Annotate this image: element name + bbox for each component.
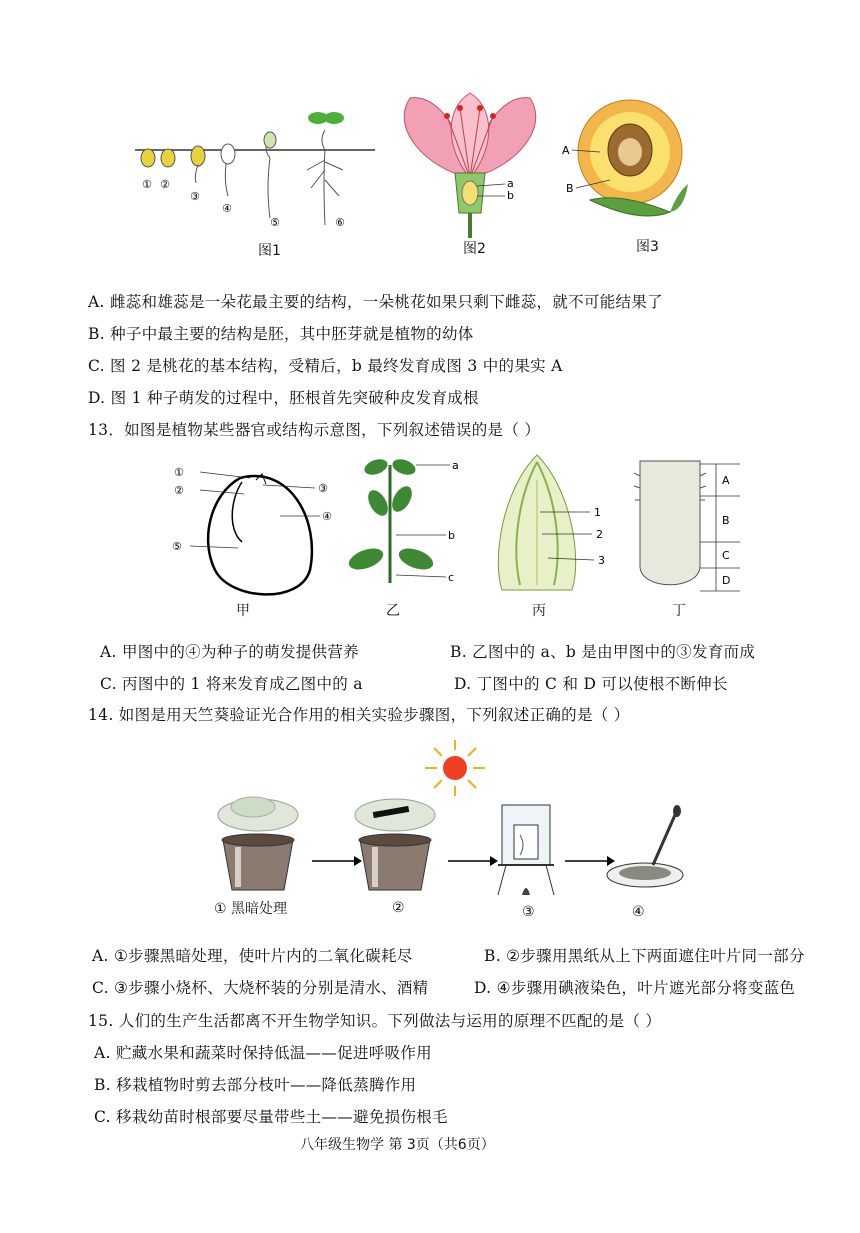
fig1-label-6: ⑥ <box>335 216 345 229</box>
q13-option-c: C. 丙图中的 1 将来发育成乙图中的 a <box>100 675 363 693</box>
step4-label: ④ <box>632 904 645 920</box>
jia-label-2: ② <box>174 484 184 497</box>
ding-label-B: B <box>722 514 730 527</box>
figure-jia-seed <box>160 460 360 610</box>
q12-option-d: D. 图 1 种子萌发的过程中，胚根首先突破种皮发育成根 <box>88 389 479 407</box>
page-footer: 八年级生物学 第 3页（共6页） <box>300 1137 495 1153</box>
q12-option-b: B. 种子中最主要的结构是胚，其中胚芽就是植物的幼体 <box>88 325 474 343</box>
sun-icon <box>420 738 490 798</box>
q13-option-d: D. 丁图中的 C 和 D 可以使根不断伸长 <box>454 675 728 693</box>
step2-pot <box>345 795 455 895</box>
jia-label-3: ③ <box>318 482 328 495</box>
step4-dish <box>605 805 695 895</box>
step2-label: ② <box>392 900 405 916</box>
q13-option-b: B. 乙图中的 a、b 是由甲图中的③发育而成 <box>450 643 756 661</box>
q14-option-c: C. ③步骤小烧杯、大烧杯装的分别是清水、酒精 <box>92 979 429 997</box>
fig1-label-3: ③ <box>190 190 200 203</box>
q12-option-a: A. 雌蕊和雄蕊是一朵花最主要的结构，一朵桃花如果只剩下雌蕊，就不可能结果了 <box>88 293 663 311</box>
fig3-label-B: B <box>566 182 574 195</box>
ding-label-D: D <box>722 574 731 587</box>
figure-3-peach <box>560 92 700 232</box>
figure-3-caption: 图3 <box>636 239 659 255</box>
figure-1-caption: 图1 <box>258 243 281 259</box>
q13-stem: 13．如图是植物某些器官或结构示意图，下列叙述错误的是（ ） <box>88 421 541 439</box>
q15-option-b: B. 移栽植物时剪去部分枝叶——降低蒸腾作用 <box>94 1076 417 1094</box>
bing-caption: 丙 <box>532 603 546 619</box>
bing-label-2: 2 <box>596 528 603 541</box>
jia-label-5: ⑤ <box>172 540 182 553</box>
fig2-label-a: a <box>507 177 514 190</box>
step3-label: ③ <box>522 904 535 920</box>
bing-label-1: 1 <box>594 506 601 519</box>
q14-option-d: D. ④步骤用碘液染色，叶片遮光部分将变蓝色 <box>474 979 796 997</box>
yi-label-a: a <box>452 459 459 472</box>
q12-option-c: C. 图 2 是桃花的基本结构，受精后，b 最终发育成图 3 中的果实 A <box>88 357 563 375</box>
ding-label-C: C <box>722 549 730 562</box>
fig1-label-1: ① <box>142 178 152 191</box>
fig2-label-b: b <box>507 189 514 202</box>
q15-option-a: A. 贮藏水果和蔬菜时保持低温——促进呼吸作用 <box>94 1044 432 1062</box>
ding-caption: 丁 <box>672 603 686 619</box>
bing-label-3: 3 <box>598 554 605 567</box>
fig3-label-A: A <box>562 144 570 157</box>
yi-label-b: b <box>448 529 455 542</box>
step3-beakers <box>492 795 562 905</box>
jia-label-1: ① <box>174 466 184 479</box>
figure-1-germination <box>130 100 390 240</box>
jia-label-4: ④ <box>322 510 332 523</box>
step1-pot <box>208 795 318 895</box>
jia-caption: 甲 <box>236 603 250 619</box>
figure-2-caption: 图2 <box>463 241 486 257</box>
q15-stem: 15. 人们的生产生活都离不开生物学知识。下列做法与运用的原理不匹配的是（ ） <box>88 1012 662 1030</box>
q14-option-a: A. ①步骤黑暗处理，使叶片内的二氧化碳耗尽 <box>92 947 413 965</box>
q13-option-a: A. 甲图中的④为种子的萌发提供营养 <box>100 643 359 661</box>
yi-label-c: c <box>448 571 455 584</box>
fig1-label-5: ⑤ <box>270 216 280 229</box>
figure-2-flower <box>385 88 555 238</box>
ding-label-A: A <box>722 474 730 487</box>
yi-caption: 乙 <box>386 603 400 619</box>
q14-stem: 14. 如图是用天竺葵验证光合作用的相关实验步骤图，下列叙述正确的是（ ） <box>88 706 630 724</box>
q14-option-b: B. ②步骤用黑纸从上下两面遮住叶片同一部分 <box>484 947 805 965</box>
figure-bing-bud <box>482 450 612 600</box>
fig1-label-4: ④ <box>222 202 232 215</box>
arrow-2-icon <box>448 855 498 867</box>
step1-label: ① 黑暗处理 <box>214 901 288 917</box>
figure-yi-shoot <box>342 455 472 595</box>
figure-ding-root-tip <box>630 456 760 606</box>
fig1-label-2: ② <box>160 178 170 191</box>
q15-option-c: C. 移栽幼苗时根部要尽量带些土——避免损伤根毛 <box>94 1108 448 1126</box>
